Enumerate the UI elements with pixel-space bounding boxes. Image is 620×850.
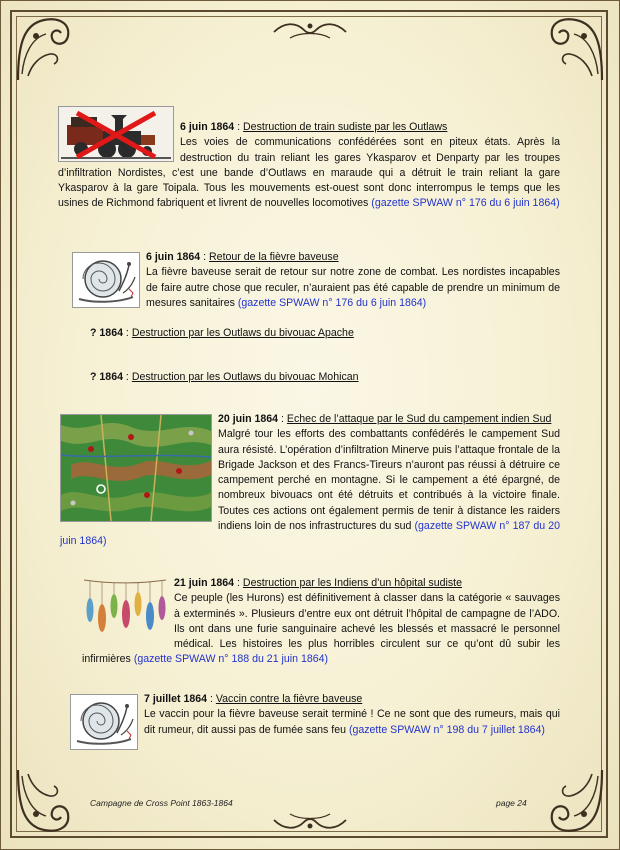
page-number: page 24 (496, 798, 527, 808)
news-entry: ? 1864 : Destruction par les Outlaws du bivouac Mohican (90, 371, 359, 383)
feathers-image (82, 578, 168, 638)
news-entry: 6 juin 1864 : Retour de la fièvre baveuse La fièvre baveuse serait de retour sur notre zone de combat. Les nordistes incapables de faire autre chose que reculer, n’auraient pas été capable de prendre un minimum de mesures sanitaires (gazette SPWAW n° 176 du 6 juin 1864) (72, 250, 560, 311)
entry-date: 20 juin 1864 (218, 413, 279, 425)
news-entry: 21 juin 1864 : Destruction par les Indiens d’un hôpital sudiste Ce peuple (les Hurons) est définitivement à classer dans la catégorie « sauvages à exterminés ». Plusieurs d’entre eux ont détruit l’hôpital de campagne de l’ADO. Ils ont dans une furie sanguinaire achevé les blessés et massacré le personnel médical. Les histoires les plus horribles circulent sur ce qu’ont dû subir les infirmières (gazette SPWAW n° 188 du 21 juin 1864) (82, 577, 560, 666)
entry-body: Malgré tour les efforts des combattants confédérés le campement Sud aura résisté. L’opération d’infiltration Minerve puis l’attaque frontale de la Brigade Jackson et des Francs-Tireurs n’auront pas réussi à détruire ce campement perché en montagne. Si le campement a été épargné, de nombreux bivouacs ont été détruits et contribués à la victoire finale. Toutes ces actions ont également permis de tenir à distance les raiders indiens loin de nos infrastructures du sud (218, 428, 560, 533)
entry-date: 7 juillet 1864 (144, 693, 208, 705)
news-entry: 7 juillet 1864 : Vaccin contre la fièvre baveuse Le vaccin pour la fièvre baveuse serait terminé ! Ce ne sont que des rumeurs, mais qui dit rumeur, dit aussi pas de fumée sans feu (gazette SPWAW n° 198 du 7 juillet 1864) (70, 692, 560, 750)
corner-ornament-icon (14, 14, 84, 84)
entry-date: ? 1864 (90, 371, 123, 383)
entry-date: 6 juin 1864 (180, 121, 235, 133)
news-entry: 20 juin 1864 : Echec de l’attaque par le Sud du campement indien Sud Malgré tour les efforts des combattants confédérés le campement Sud aura résisté. L’opération d’infiltration Minerve puis l’attaque frontale de la Brigade Jackson et des Francs-Tireurs n’auront pas réussi à détruire ce campement perché en montagne. Si le campement a été épargné, de nombreux bivouacs ont été détruits et contribués à la victoire finale. Toutes ces actions ont également permis de tenir à distance les raiders indiens loin de nos infrastructures du sud (gazette SPWAW n° 187 du 20 juin 1864) (60, 413, 560, 548)
gazette-reference: (gazette SPWAW n° 176 du 6 juin 1864) (237, 296, 427, 309)
entry-body: La fièvre baveuse serait de retour sur notre zone de combat. Les nordistes incapables de faire autre chose que reculer, n’auraient pas été capable de prendre un minimum de mesures sanitaires (146, 266, 560, 309)
entry-body: Ce peuple (les Hurons) est définitivement à classer dans la catégorie « sauvages à exterminés ». Plusieurs d’entre eux ont détruit l’hôpital de campagne de l’ADO. Ils ont dans une furie sanguinaire achevé les blessés et massacré le personnel médical. Les histoires les plus horribles circulent sur ce qu’ont dû subir les infirmières (82, 592, 560, 666)
snail-image (70, 694, 138, 750)
gazette-reference: (gazette SPWAW n° 188 du 21 juin 1864) (133, 653, 329, 666)
gazette-reference: (gazette SPWAW n° 198 du 7 juillet 1864) (348, 723, 545, 736)
entry-title: Echec de l’attaque par le Sud du campement indien Sud (286, 413, 552, 425)
entry-title: Destruction par les Outlaws du bivouac Apache (131, 327, 354, 339)
news-entry: ? 1864 : Destruction par les Outlaws du bivouac Apache (90, 327, 354, 339)
entry-title: Destruction par les Outlaws du bivouac Mohican (131, 371, 359, 383)
corner-ornament-icon (14, 766, 84, 836)
gazette-reference: (gazette SPWAW n° 176 du 6 juin 1864) (371, 197, 560, 210)
scroll-ornament-icon (270, 18, 350, 44)
entry-title: Destruction de train sudiste par les Outlaws (243, 121, 448, 133)
gazette-reference: (gazette SPWAW n° 187 du 20 juin 1864) (60, 520, 560, 548)
entry-date: 6 juin 1864 (146, 251, 201, 263)
snail-image (72, 252, 140, 308)
entry-body: Les voies de communications confédérées sont en piteux états. Après la destruction du train reliant les gares Ykasparov et Denparty par les troupes d’infiltration Nordistes, c’est une bande d’Outlaws en maraude qui a détruit le train reliant la gare Ykasparov à la gare Toipala. Tous les mouvements est-ouest sont donc interrompus le temps que les usines de Richmond fabriquent et livrent de nouvelles locomotives (58, 136, 560, 210)
entry-body: Le vaccin pour la fièvre baveuse serait terminé ! Ce ne sont que des rumeurs, mais qui dit rumeur, dit aussi pas de fumée sans feu (144, 708, 560, 736)
terrain-map-image (60, 414, 212, 522)
entry-title: Retour de la fièvre baveuse (209, 251, 339, 263)
news-entry: 6 juin 1864 : Destruction de train sudiste par les Outlaws Les voies de communications confédérées sont en piteux états. Après la destruction du train reliant les gares Ykasparov et Denparty par les troupes d’infiltration Nordistes, c’est une bande d’Outlaws en maraude qui a détruit le train reliant la gare Ykasparov à la gare Toipala. Tous les mouvements est-ouest sont donc interrompus le temps que les usines de Richmond fabriquent et livrent de nouvelles locomotives (gazette SPWAW n° 176 du 6 juin 1864) (58, 120, 560, 212)
entry-date: 21 juin 1864 (174, 577, 235, 589)
corner-ornament-icon (536, 766, 606, 836)
corner-ornament-icon (536, 14, 606, 84)
entry-title: Destruction par les Indiens d’un hôpital sudiste (242, 577, 462, 589)
crossed-locomotive-image (58, 106, 174, 162)
scroll-ornament-icon (270, 808, 350, 834)
footer-campaign-title: Campagne de Cross Point 1863-1864 (90, 798, 233, 808)
entry-date: ? 1864 (90, 327, 123, 339)
entry-title: Vaccin contre la fièvre baveuse (215, 693, 363, 705)
